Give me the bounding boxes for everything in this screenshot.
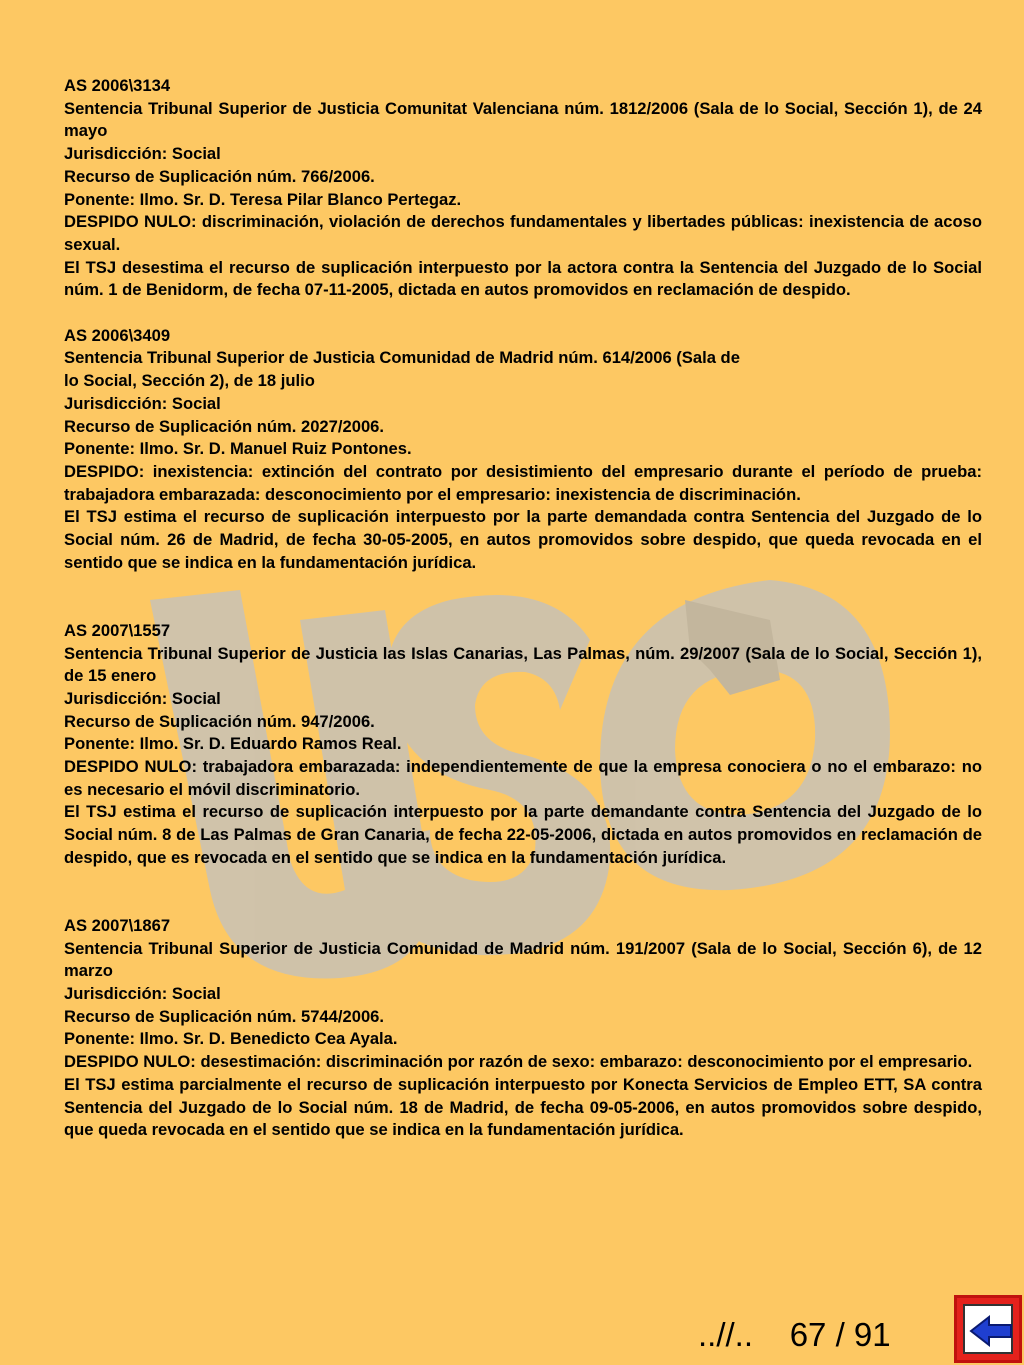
case-sentencia: Sentencia Tribunal Superior de Justicia Comunitat Valenciana núm. 1812/2006 (Sala de lo Social, Sección 1), de 24 mayo bbox=[64, 98, 982, 141]
footer-navigation bbox=[698, 1316, 891, 1354]
left-arrow-icon bbox=[969, 1314, 1013, 1348]
case-resumen: El TSJ estima el recurso de suplicación interpuesto por la parte demandante contra Sentencia del Juzgado de lo Social núm. 8 de Las Palmas de Gran Canaria, de fecha 22-05-2006, dictada en autos promovidos en reclamación de despido, que es revocada en el sentido que se indica en la fundamentación jurídica. bbox=[64, 802, 982, 867]
case-jurisdiccion: Jurisdicción: Social bbox=[64, 984, 221, 1004]
case-resumen: El TSJ estima parcialmente el recurso de suplicación interpuesto por Konecta Servicios de Empleo ETT, SA contra Sentencia del Juzgado de lo Social núm. 18 de Madrid, de fecha 09-05-2006, en autos promovidos sobre despido, que queda revocada en el sentido que se indica en la fundamentación jurídica. bbox=[64, 1074, 982, 1140]
case-ponente: Ponente: Ilmo. Sr. D. Eduardo Ramos Real. bbox=[64, 734, 402, 754]
case-despido: DESPIDO: inexistencia: extinción del contrato por desistimiento del empresario durante el período de prueba: trabajadora embarazada: desconocimiento por el empresario: inexistencia de discriminación. bbox=[64, 461, 982, 504]
entry-spacer bbox=[64, 574, 982, 619]
case-despido: DESPIDO NULO: discriminación, violación de derechos fundamentales y libertades públicas: inexistencia de acoso sexual. bbox=[64, 212, 982, 254]
document-body bbox=[64, 75, 982, 1142]
case-recurso: Recurso de Suplicación núm. 766/2006. bbox=[64, 166, 375, 186]
case-reference: AS 2006\3134 bbox=[64, 76, 171, 95]
case-entry bbox=[64, 325, 982, 575]
case-recurso: Recurso de Suplicación núm. 2027/2006. bbox=[64, 416, 385, 436]
case-jurisdiccion: Jurisdicción: Social bbox=[64, 688, 221, 708]
back-button[interactable] bbox=[954, 1295, 1022, 1363]
page-indicator: 67 / 91 bbox=[789, 1316, 891, 1353]
case-entry bbox=[64, 620, 982, 870]
case-sentencia: Sentencia Tribunal Superior de Justicia Comunidad de Madrid núm. 191/2007 (Sala de lo Social, Sección 6), de 12 marzo bbox=[64, 938, 982, 981]
case-jurisdiccion: Jurisdicción: Social bbox=[64, 393, 221, 413]
case-reference: AS 2007\1557 bbox=[64, 620, 171, 640]
case-resumen: El TSJ desestima el recurso de suplicación interpuesto por la actora contra la Sentencia del Juzgado de lo Social núm. 1 de Benidorm, de fecha 07-11-2005, dictada en autos promovidos en reclamación de despido. bbox=[64, 257, 982, 300]
case-ponente: Ponente: Ilmo. Sr. D. Teresa Pilar Blanco Pertegaz. bbox=[64, 189, 462, 209]
back-button-face bbox=[963, 1304, 1013, 1354]
case-recurso: Recurso de Suplicación núm. 947/2006. bbox=[64, 711, 375, 731]
case-jurisdiccion: Jurisdicción: Social bbox=[64, 144, 221, 164]
case-entry bbox=[64, 75, 982, 302]
case-recurso: Recurso de Suplicación núm. 5744/2006. bbox=[64, 1006, 385, 1026]
case-despido: DESPIDO NULO: trabajadora embarazada: independientemente de que la empresa conociera o no el embarazo: no es necesario el móvil discriminatorio. bbox=[64, 757, 982, 799]
case-reference: AS 2007\1867 bbox=[64, 915, 171, 935]
case-despido: DESPIDO NULO: desestimación: discriminación por razón de sexo: embarazo: desconocimiento por el empresario. bbox=[64, 1052, 973, 1072]
entry-spacer bbox=[64, 870, 982, 915]
case-resumen: El TSJ estima el recurso de suplicación interpuesto por la parte demandada contra Sentencia del Juzgado de lo Social núm. 26 de Madrid, de fecha 30-05-2005, en autos promovidos sobre despido, que queda revocada en el sentido que se indica en la fundamentación jurídica. bbox=[64, 507, 982, 572]
case-sentencia-line2: lo Social, Sección 2), de 18 julio bbox=[64, 371, 315, 391]
case-reference: AS 2006\3409 bbox=[64, 325, 171, 345]
case-entry bbox=[64, 915, 982, 1142]
case-ponente: Ponente: Ilmo. Sr. D. Manuel Ruiz Pontones. bbox=[64, 439, 412, 459]
case-sentencia-line1: Sentencia Tribunal Superior de Justicia Comunidad de Madrid núm. 614/2006 (Sala de bbox=[64, 348, 740, 368]
continuation-marker: ..//.. bbox=[698, 1316, 754, 1353]
entry-spacer bbox=[64, 302, 982, 325]
case-sentencia: Sentencia Tribunal Superior de Justicia las Islas Canarias, Las Palmas, núm. 29/2007 (Sala de lo Social, Sección 1), de 15 enero bbox=[64, 643, 982, 686]
case-ponente: Ponente: Ilmo. Sr. D. Benedicto Cea Ayala. bbox=[64, 1029, 398, 1049]
